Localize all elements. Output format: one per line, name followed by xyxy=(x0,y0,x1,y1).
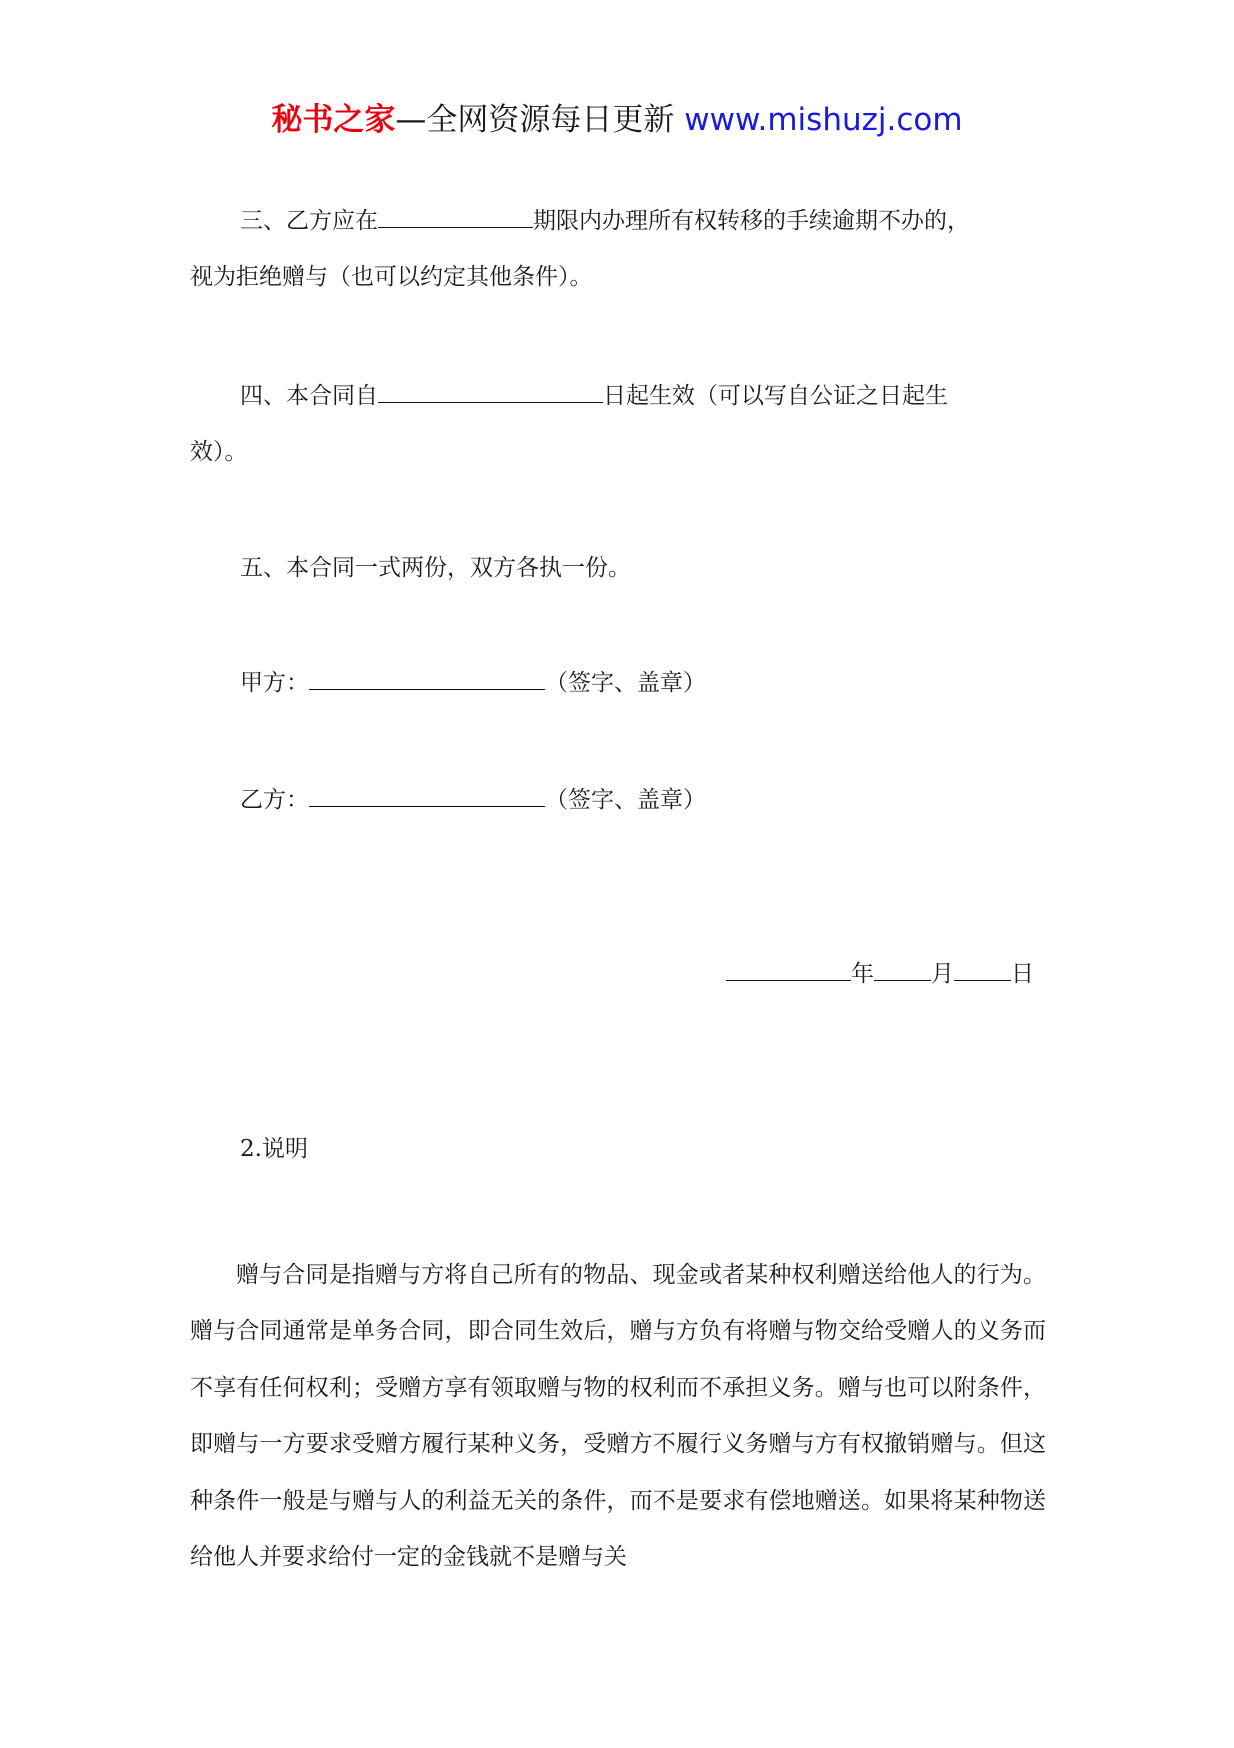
month-label: 月 xyxy=(931,961,954,987)
clause-four-text-after: 日起生效（可以写自公证之日起生 xyxy=(603,383,948,409)
clause-three-text-after: 期限内办理所有权转移的手续逾期不办的， xyxy=(533,208,970,234)
party-a-label: 甲方： xyxy=(240,670,309,696)
date-line xyxy=(726,958,1034,989)
party-b-blank[interactable] xyxy=(309,784,545,807)
header-tagline: 全网资源每日更新 xyxy=(426,102,675,138)
clause-three-text-before: 三、乙方应在 xyxy=(240,208,378,234)
party-b-sign-note: （签字、盖章） xyxy=(545,787,706,813)
year-label: 年 xyxy=(851,961,874,987)
party-a-sign-note: （签字、盖章） xyxy=(545,670,706,696)
clause-three-blank[interactable] xyxy=(378,205,533,228)
party-b-signature-line xyxy=(240,784,706,815)
day-label: 日 xyxy=(1011,961,1034,987)
party-b-label: 乙方： xyxy=(240,787,309,813)
section-2-body: 赠与合同是指赠与方将自己所有的物品、现金或者某种权利赠送给他人的行为。赠与合同通常是单务合同，即合同生效后，赠与方负有将赠与物交给受赠人的义务而不享有任何权利；受赠方享有领取赠与物的权利而不承担义务。赠与也可以附条件，即赠与一方要求受赠方履行某种义务，受赠方不履行义务赠与方有权撤销赠与。但这种条件一般是与赠与人的利益无关的条件，而不是要求有偿地赠送。如果将某种物送给他人并要求给付一定的金钱就不是赠与关 xyxy=(190,1262,1046,1571)
site-url-link[interactable]: www.mishuzj.com xyxy=(684,102,963,138)
day-blank[interactable] xyxy=(954,958,1011,981)
clause-four-line-1 xyxy=(240,380,948,411)
party-a-blank[interactable] xyxy=(309,667,545,690)
year-blank[interactable] xyxy=(726,958,851,981)
clause-three-line-2: 视为拒绝赠与（也可以约定其他条件）。 xyxy=(190,264,593,290)
party-a-signature-line xyxy=(240,667,706,698)
clause-four-line-2: 效）。 xyxy=(190,439,248,465)
month-blank[interactable] xyxy=(874,958,931,981)
site-header xyxy=(0,100,1234,140)
clause-five: 五、本合同一式两份，双方各执一份。 xyxy=(240,555,631,581)
section-2-heading: 2.说明 xyxy=(240,1136,308,1162)
header-dash: — xyxy=(395,102,427,138)
clause-three-line-1 xyxy=(240,205,970,236)
clause-four-text-before: 四、本合同自 xyxy=(240,383,378,409)
clause-four-blank[interactable] xyxy=(378,380,603,403)
brand-name: 秘书之家 xyxy=(271,102,396,138)
